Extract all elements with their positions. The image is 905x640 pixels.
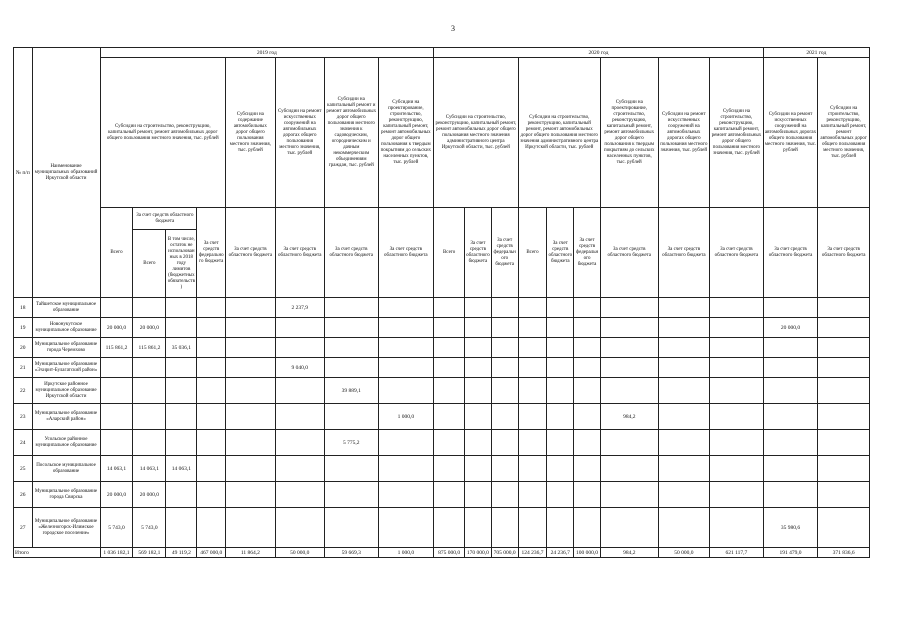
value-cell: [574, 430, 601, 456]
value-cell: [434, 318, 465, 338]
value-cell: [658, 456, 709, 482]
value-cell: [710, 378, 764, 404]
value-cell: [166, 318, 197, 338]
total-cell: 100 000,0: [574, 548, 601, 558]
value-cell: [600, 298, 658, 318]
header-2019-structures: Субсидии на ремонт искусственных сооружений на автомобильных дорогах общего пользования местного значения, тыс. рублей: [275, 58, 324, 208]
value-cell: [658, 404, 709, 430]
total-cell: 371 836,6: [818, 548, 870, 558]
value-cell: [518, 298, 547, 318]
total-cell: 569 182,1: [133, 548, 166, 558]
value-cell: [166, 404, 197, 430]
value-cell: [324, 358, 378, 378]
table-row: [14, 378, 870, 404]
year-2019: 2019 год: [100, 48, 434, 58]
value-cell: [197, 338, 226, 358]
value-cell: [600, 456, 658, 482]
value-cell: [465, 456, 492, 482]
value-cell: 14 063,1: [133, 456, 166, 482]
header-total: Всего: [133, 230, 166, 298]
value-cell: 115 861,2: [100, 338, 133, 358]
value-cell: [465, 358, 492, 378]
value-cell: [197, 508, 226, 548]
value-cell: [658, 338, 709, 358]
value-cell: [100, 430, 133, 456]
table-row: [14, 404, 870, 430]
value-cell: [600, 482, 658, 508]
value-cell: [226, 318, 275, 338]
value-cell: [465, 378, 492, 404]
total-cell: 49 119,2: [166, 548, 197, 558]
value-cell: [434, 508, 465, 548]
value-cell: [378, 298, 434, 318]
header-2021-structures: Субсидии на ремонт искусственных сооружений на автомобильных дорогах общего пользования местного значения, тыс. рублей: [763, 58, 818, 208]
total-cell: 50 000,0: [658, 548, 709, 558]
value-cell: [226, 298, 275, 318]
value-cell: [763, 456, 818, 482]
value-cell: [658, 318, 709, 338]
value-cell: [378, 318, 434, 338]
municipality-name: Иркутское районное муниципальное образование Иркутской области: [32, 378, 100, 404]
sub-federal: За счет средств федерального бюджета: [491, 208, 518, 298]
value-cell: [197, 482, 226, 508]
totals-label: Итого: [14, 548, 101, 558]
municipality-name: Муниципальное образование «Аларский район»: [32, 404, 100, 430]
value-cell: [324, 338, 378, 358]
value-cell: 115 861,2: [133, 338, 166, 358]
totals-row: [14, 548, 870, 558]
value-cell: [434, 338, 465, 358]
value-cell: [518, 378, 547, 404]
value-cell: [378, 430, 434, 456]
value-cell: [197, 358, 226, 378]
value-cell: [133, 298, 166, 318]
value-cell: [547, 404, 574, 430]
value-cell: [818, 378, 870, 404]
value-cell: [197, 378, 226, 404]
value-cell: [166, 358, 197, 378]
value-cell: [600, 430, 658, 456]
value-cell: 35 980,6: [763, 508, 818, 548]
value-cell: [100, 378, 133, 404]
value-cell: [574, 298, 601, 318]
value-cell: [547, 482, 574, 508]
value-cell: [658, 430, 709, 456]
value-cell: [710, 338, 764, 358]
value-cell: 14 063,1: [100, 456, 133, 482]
value-cell: [434, 298, 465, 318]
page-number: 3: [451, 24, 455, 33]
value-cell: [818, 318, 870, 338]
value-cell: [275, 404, 324, 430]
row-number: 23: [14, 404, 33, 430]
header-2020-rural: Субсидии на проектирование, строительство, реконструкцию, капитальный ремонт, ремонт автомобильных дорог общего пользования к твердым покрытиям до сельских населенных пунктов, тыс. рублей: [600, 58, 658, 208]
sub-regional: За счет средств областного бюджета: [324, 208, 378, 298]
value-cell: [491, 508, 518, 548]
value-cell: [818, 508, 870, 548]
row-number: 18: [14, 298, 33, 318]
value-cell: [658, 378, 709, 404]
value-cell: [600, 508, 658, 548]
value-cell: [763, 378, 818, 404]
value-cell: 20 000,0: [100, 318, 133, 338]
value-cell: [818, 404, 870, 430]
value-cell: [818, 430, 870, 456]
value-cell: [518, 358, 547, 378]
value-cell: [763, 358, 818, 378]
year-2021: 2021 год: [763, 48, 869, 58]
sub-regional: За счет средств областного бюджета: [818, 208, 870, 298]
header-2020-roads: Субсидии на строительство, реконструкцию, капитальный ремонт, ремонт автомобильных дорог общего пользования местного значения, тыс. рублей: [710, 58, 764, 208]
total-cell: 984,2: [600, 548, 658, 558]
header-2019-rural: Субсидии на проектирование, строительство, реконструкцию, капитальный ремонт, ремонт автомобильных дорог общего пользования к твердым покрытиям до сельских населенных пунктов, тыс. рублей: [378, 58, 434, 208]
value-cell: [275, 482, 324, 508]
sub-regional: За счет средств областного бюджета: [547, 208, 574, 298]
value-cell: 5 775,2: [324, 430, 378, 456]
value-cell: [324, 318, 378, 338]
row-number: 22: [14, 378, 33, 404]
value-cell: [547, 298, 574, 318]
value-cell: [378, 508, 434, 548]
value-cell: [275, 456, 324, 482]
value-cell: [763, 298, 818, 318]
header-name: Наименование муниципальных образований Иркутской области: [32, 48, 100, 298]
total-cell: 875 000,0: [434, 548, 465, 558]
row-number: 21: [14, 358, 33, 378]
value-cell: [465, 318, 492, 338]
value-cell: [324, 482, 378, 508]
value-cell: [658, 358, 709, 378]
value-cell: [491, 482, 518, 508]
header-num: № п/п: [14, 48, 33, 298]
value-cell: [226, 404, 275, 430]
value-cell: [166, 378, 197, 404]
row-number: 26: [14, 482, 33, 508]
value-cell: [818, 456, 870, 482]
value-cell: [518, 430, 547, 456]
value-cell: [574, 338, 601, 358]
total-cell: 1 000,0: [378, 548, 434, 558]
value-cell: [574, 378, 601, 404]
value-cell: 9 040,0: [275, 358, 324, 378]
value-cell: [226, 358, 275, 378]
value-cell: [133, 378, 166, 404]
value-cell: [763, 404, 818, 430]
value-cell: [378, 358, 434, 378]
value-cell: [275, 318, 324, 338]
value-cell: [324, 456, 378, 482]
value-cell: [434, 482, 465, 508]
row-number: 24: [14, 430, 33, 456]
value-cell: [600, 318, 658, 338]
value-cell: [275, 338, 324, 358]
value-cell: [324, 298, 378, 318]
value-cell: [518, 482, 547, 508]
value-cell: [574, 318, 601, 338]
sub-regional: За счет средств областного бюджета: [275, 208, 324, 298]
value-cell: [491, 378, 518, 404]
value-cell: [710, 318, 764, 338]
row-number: 25: [14, 456, 33, 482]
value-cell: [518, 456, 547, 482]
sub-regional: За счет средств областного бюджета: [378, 208, 434, 298]
value-cell: 1 000,0: [378, 404, 434, 430]
table-row: [14, 318, 870, 338]
value-cell: 14 063,1: [166, 456, 197, 482]
value-cell: [658, 508, 709, 548]
municipality-name: Новонукутское муниципальное образование: [32, 318, 100, 338]
header-total: Всего: [434, 208, 465, 298]
header-2020-admin-1: Субсидии на строительство, реконструкцию, капитальный ремонт, ремонт автомобильных дорог общего пользования местного значения административного центра Иркутской области, тыс. рублей: [434, 58, 518, 208]
value-cell: [197, 298, 226, 318]
total-cell: 11 864,2: [226, 548, 275, 558]
sub-regional: За счет средств областного бюджета: [465, 208, 492, 298]
value-cell: [600, 338, 658, 358]
value-cell: [378, 338, 434, 358]
value-cell: [491, 298, 518, 318]
value-cell: [465, 508, 492, 548]
value-cell: [491, 338, 518, 358]
value-cell: [491, 318, 518, 338]
value-cell: [763, 482, 818, 508]
total-cell: 621 117,7: [710, 548, 764, 558]
row-number: 19: [14, 318, 33, 338]
value-cell: [710, 456, 764, 482]
value-cell: [133, 358, 166, 378]
header-total: Всего: [100, 208, 133, 298]
table-row: [14, 456, 870, 482]
value-cell: 984,2: [600, 404, 658, 430]
total-cell: 1 036 182,1: [100, 548, 133, 558]
value-cell: [818, 482, 870, 508]
total-cell: 24 236,7: [547, 548, 574, 558]
row-number: 20: [14, 338, 33, 358]
value-cell: [197, 404, 226, 430]
value-cell: [763, 430, 818, 456]
value-cell: [547, 430, 574, 456]
value-cell: [518, 508, 547, 548]
table-row: [14, 482, 870, 508]
value-cell: 39 889,1: [324, 378, 378, 404]
value-cell: [100, 298, 133, 318]
total-cell: 191 479,0: [763, 548, 818, 558]
value-cell: [275, 508, 324, 548]
value-cell: [574, 358, 601, 378]
value-cell: [166, 508, 197, 548]
header-federal: За счет средств федерального бюджета: [197, 208, 226, 298]
value-cell: [710, 508, 764, 548]
value-cell: [491, 358, 518, 378]
value-cell: 20 000,0: [763, 318, 818, 338]
value-cell: [100, 358, 133, 378]
value-cell: [133, 430, 166, 456]
value-cell: [818, 298, 870, 318]
total-cell: 50 000,0: [275, 548, 324, 558]
header-2019-maintenance: Субсидии на содержание автомобильных дорог общего пользования местного значения, тыс. рублей: [226, 58, 275, 208]
municipality-name: Посольское муниципальное образование: [32, 456, 100, 482]
value-cell: [465, 482, 492, 508]
header-2019-roads: Субсидии на строительство, реконструкцию, капитальный ремонт, ремонт автомобильных дорог общего пользования местного значения, тыс. рублей: [100, 58, 226, 208]
value-cell: [818, 338, 870, 358]
municipality-name: Муниципальное образование города Свирска: [32, 482, 100, 508]
value-cell: [166, 482, 197, 508]
value-cell: [226, 508, 275, 548]
value-cell: 20 000,0: [133, 482, 166, 508]
value-cell: [547, 358, 574, 378]
value-cell: [658, 298, 709, 318]
municipality-name: Муниципальное образование «Эхирит-Булагатский район»: [32, 358, 100, 378]
value-cell: [547, 456, 574, 482]
value-cell: [491, 456, 518, 482]
value-cell: [378, 456, 434, 482]
table-row: [14, 430, 870, 456]
value-cell: [226, 456, 275, 482]
value-cell: [166, 298, 197, 318]
value-cell: [574, 404, 601, 430]
value-cell: [133, 404, 166, 430]
value-cell: [275, 378, 324, 404]
municipality-name: Муниципальное образование города Черемхово: [32, 338, 100, 358]
value-cell: [378, 378, 434, 404]
value-cell: [434, 456, 465, 482]
value-cell: 5 743,0: [100, 508, 133, 548]
value-cell: 20 000,0: [100, 482, 133, 508]
value-cell: [518, 318, 547, 338]
value-cell: [465, 404, 492, 430]
value-cell: [434, 378, 465, 404]
value-cell: [518, 404, 547, 430]
value-cell: [100, 404, 133, 430]
sub-regional: За счет средств областного бюджета: [658, 208, 709, 298]
total-cell: 59 669,3: [324, 548, 378, 558]
year-2020: 2020 год: [434, 48, 764, 58]
value-cell: [600, 378, 658, 404]
value-cell: [197, 456, 226, 482]
value-cell: [518, 338, 547, 358]
row-number: 27: [14, 508, 33, 548]
value-cell: [547, 508, 574, 548]
value-cell: [491, 430, 518, 456]
value-cell: [324, 508, 378, 548]
value-cell: [434, 404, 465, 430]
value-cell: [226, 482, 275, 508]
sub-regional: За счет средств областного бюджета: [600, 208, 658, 298]
value-cell: [465, 298, 492, 318]
value-cell: [710, 430, 764, 456]
header-total: Всего: [518, 208, 547, 298]
total-cell: 467 000,0: [197, 548, 226, 558]
sub-regional: За счет средств областного бюджета: [226, 208, 275, 298]
header-incl-remainder: В том числе, остаток не использованных в 2018 году лимитов (бюджетных обязательств): [166, 230, 197, 298]
table-row: [14, 338, 870, 358]
value-cell: [710, 404, 764, 430]
municipality-name: Тайшетское муниципальное образование: [32, 298, 100, 318]
value-cell: [434, 358, 465, 378]
value-cell: [547, 338, 574, 358]
value-cell: [226, 378, 275, 404]
total-cell: 124 236,7: [518, 548, 547, 558]
value-cell: [574, 508, 601, 548]
table-row: [14, 358, 870, 378]
header-regional-budget: За счет средств областного бюджета: [133, 208, 197, 230]
value-cell: [226, 338, 275, 358]
municipality-name: Муниципальное образование «Железногорск-Илимское городское поселение»: [32, 508, 100, 548]
value-cell: [197, 430, 226, 456]
value-cell: [763, 338, 818, 358]
total-cell: 705 000,0: [491, 548, 518, 558]
value-cell: [547, 378, 574, 404]
value-cell: [600, 358, 658, 378]
value-cell: [324, 404, 378, 430]
value-cell: [710, 358, 764, 378]
value-cell: 20 000,0: [133, 318, 166, 338]
value-cell: [491, 404, 518, 430]
value-cell: 5 743,0: [133, 508, 166, 548]
value-cell: [710, 298, 764, 318]
subsidies-table: [13, 47, 870, 558]
value-cell: [465, 338, 492, 358]
value-cell: [275, 430, 324, 456]
sub-federal: За счет средств федерального бюджета: [574, 208, 601, 298]
value-cell: 2 237,9: [275, 298, 324, 318]
header-2020-admin-2: Субсидии на строительство, реконструкцию, капитальный ремонт, ремонт автомобильных дорог общего пользования местного значения административного центра Иркутской области, тыс. рублей: [518, 58, 600, 208]
municipality-name: Усольское районное муниципальное образование: [32, 430, 100, 456]
value-cell: [574, 456, 601, 482]
value-cell: [547, 318, 574, 338]
header-2021-roads: Субсидии на строительство, реконструкцию, капитальный ремонт, ремонт автомобильных дорог общего пользования местного значения, тыс. рублей: [818, 58, 870, 208]
value-cell: [658, 482, 709, 508]
value-cell: [226, 430, 275, 456]
value-cell: 35 036,1: [166, 338, 197, 358]
table-row: [14, 508, 870, 548]
value-cell: [197, 318, 226, 338]
value-cell: [166, 430, 197, 456]
value-cell: [710, 482, 764, 508]
sub-regional: За счет средств областного бюджета: [710, 208, 764, 298]
value-cell: [574, 482, 601, 508]
total-cell: 170 000,0: [465, 548, 492, 558]
table-row: [14, 298, 870, 318]
value-cell: [818, 358, 870, 378]
value-cell: [378, 482, 434, 508]
value-cell: [434, 430, 465, 456]
header-2020-structures: Субсидии на ремонт искусственных сооружений на автомобильных дорогах общего пользования местного значения, тыс. рублей: [658, 58, 709, 208]
value-cell: [465, 430, 492, 456]
header-2019-gardening: Субсидии на капитальный ремонт и ремонт автомобильных дорог общего пользования местного значения к садоводческим, огородническим и дачным некоммерческим объединениям граждан, тыс. рублей: [324, 58, 378, 208]
sub-regional: За счет средств областного бюджета: [763, 208, 818, 298]
